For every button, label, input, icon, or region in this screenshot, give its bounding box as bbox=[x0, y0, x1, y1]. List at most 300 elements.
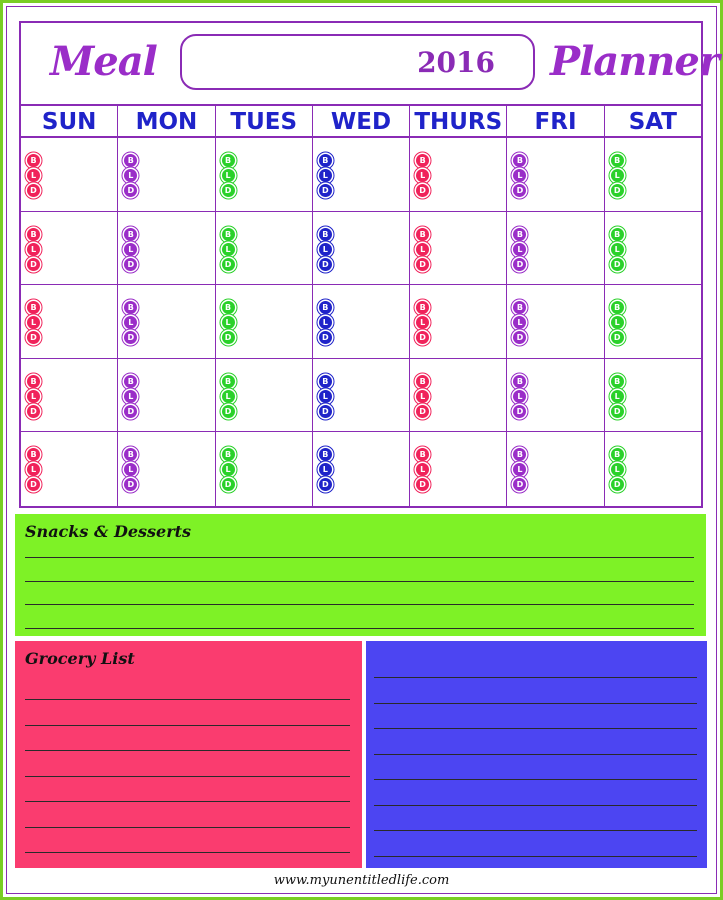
meal-letter: L bbox=[614, 391, 620, 401]
meal-markers bbox=[27, 301, 40, 344]
meal-letter: D bbox=[613, 406, 621, 416]
day-cell[interactable] bbox=[410, 359, 507, 432]
day-cell[interactable] bbox=[313, 359, 410, 432]
meal-marker-l bbox=[611, 463, 624, 476]
meal-letter: B bbox=[516, 450, 523, 460]
meal-letter: D bbox=[516, 406, 524, 416]
day-cell[interactable] bbox=[507, 138, 604, 211]
meal-markers bbox=[319, 375, 332, 418]
day-cell[interactable] bbox=[118, 285, 215, 358]
meal-letter: B bbox=[127, 376, 134, 386]
meal-letter: D bbox=[419, 406, 426, 416]
meal-letter: B bbox=[516, 156, 523, 165]
meal-marker-b bbox=[416, 154, 429, 167]
meal-letter: D bbox=[224, 186, 232, 195]
meal-marker-d bbox=[319, 405, 332, 418]
writing-line bbox=[25, 827, 350, 828]
meal-marker-l bbox=[222, 169, 235, 182]
day-cell[interactable] bbox=[410, 138, 507, 211]
day-cell[interactable] bbox=[605, 285, 701, 358]
writing-line bbox=[374, 754, 697, 755]
meal-letter: D bbox=[224, 480, 232, 490]
meal-letter: D bbox=[30, 480, 37, 490]
meal-marker-l bbox=[319, 463, 332, 476]
meal-letter: B bbox=[419, 303, 426, 313]
meal-letter: B bbox=[614, 229, 621, 239]
meal-letter: L bbox=[30, 244, 37, 254]
title-meal: Meal bbox=[50, 38, 157, 85]
meal-letter: L bbox=[225, 244, 231, 254]
meal-marker-l bbox=[27, 316, 40, 329]
meal-letter: L bbox=[225, 391, 231, 401]
meal-marker-b bbox=[319, 228, 332, 241]
day-cell[interactable] bbox=[605, 359, 701, 432]
meal-letter: L bbox=[517, 465, 523, 475]
meal-letter: L bbox=[420, 391, 426, 401]
meal-marker-d bbox=[319, 478, 332, 491]
meal-marker-b bbox=[222, 228, 235, 241]
meal-markers bbox=[611, 154, 624, 197]
week-row bbox=[21, 432, 701, 506]
meal-marker-b bbox=[319, 154, 332, 167]
meal-marker-d bbox=[416, 258, 429, 271]
meal-marker-b bbox=[319, 448, 332, 461]
day-cell[interactable] bbox=[605, 138, 701, 211]
week-row bbox=[21, 359, 701, 433]
meal-marker-l bbox=[513, 316, 526, 329]
meal-markers bbox=[513, 228, 526, 271]
meal-markers bbox=[319, 228, 332, 271]
day-tues: TUES bbox=[216, 106, 313, 136]
meal-letter: D bbox=[322, 259, 329, 269]
meal-marker-b bbox=[611, 301, 624, 314]
meal-marker-d bbox=[513, 184, 526, 197]
meal-markers bbox=[222, 154, 235, 197]
meal-markers bbox=[124, 301, 137, 344]
writing-line bbox=[25, 750, 350, 751]
meal-markers bbox=[513, 154, 526, 197]
meal-marker-l bbox=[416, 316, 429, 329]
meal-marker-d bbox=[222, 184, 235, 197]
meal-marker-d bbox=[319, 331, 332, 344]
meal-markers bbox=[513, 301, 526, 344]
meal-marker-d bbox=[124, 405, 137, 418]
meal-letter: B bbox=[419, 376, 426, 386]
meal-letter: B bbox=[516, 229, 523, 239]
meal-letter: D bbox=[30, 406, 37, 416]
day-sat: SAT bbox=[628, 109, 677, 135]
day-cell[interactable] bbox=[410, 285, 507, 358]
meal-markers bbox=[27, 228, 40, 271]
meal-letter: L bbox=[517, 318, 523, 328]
meal-letter: L bbox=[322, 244, 328, 254]
meal-letter: D bbox=[322, 186, 329, 195]
day-cell[interactable] bbox=[216, 285, 313, 358]
writing-line bbox=[374, 677, 697, 678]
meal-letter: L bbox=[30, 318, 37, 328]
writing-line bbox=[25, 801, 350, 802]
meal-letter: B bbox=[516, 376, 523, 386]
meal-marker-d bbox=[416, 478, 429, 491]
day-cell[interactable] bbox=[216, 432, 313, 506]
meal-marker-b bbox=[319, 301, 332, 314]
meal-marker-d bbox=[611, 405, 624, 418]
writing-line bbox=[25, 581, 694, 582]
day-cell[interactable] bbox=[507, 212, 604, 285]
meal-letter: B bbox=[30, 229, 37, 239]
meal-marker-b bbox=[513, 228, 526, 241]
meal-marker-l bbox=[124, 169, 137, 182]
meal-letter: D bbox=[613, 259, 621, 269]
meal-marker-b bbox=[27, 228, 40, 241]
meal-marker-b bbox=[611, 154, 624, 167]
meal-letter: L bbox=[225, 171, 231, 180]
meal-letter: B bbox=[127, 450, 134, 460]
meal-marker-b bbox=[416, 375, 429, 388]
meal-marker-l bbox=[416, 390, 429, 403]
meal-letter: B bbox=[614, 156, 621, 165]
meal-letter: D bbox=[30, 259, 37, 269]
week-row bbox=[21, 285, 701, 359]
meal-marker-b bbox=[222, 448, 235, 461]
meal-letter: B bbox=[30, 376, 37, 386]
meal-marker-l bbox=[611, 169, 624, 182]
meal-marker-d bbox=[124, 184, 137, 197]
title-planner: Planner bbox=[550, 38, 719, 85]
meal-letter: B bbox=[614, 376, 621, 386]
meal-letter: B bbox=[419, 450, 426, 460]
meal-letter: B bbox=[127, 156, 134, 165]
weeks-body bbox=[21, 138, 701, 506]
meal-markers bbox=[124, 228, 137, 271]
meal-letter: B bbox=[225, 376, 232, 386]
meal-letter: L bbox=[322, 391, 328, 401]
meal-marker-d bbox=[416, 405, 429, 418]
footer-url: www.myunentitledlife.com bbox=[273, 873, 450, 888]
meal-markers bbox=[319, 448, 332, 491]
meal-marker-l bbox=[222, 243, 235, 256]
week-row bbox=[21, 138, 701, 212]
day-cell[interactable] bbox=[21, 212, 118, 285]
meal-letter: B bbox=[322, 229, 329, 239]
meal-markers bbox=[319, 301, 332, 344]
meal-letter: D bbox=[224, 259, 232, 269]
meal-marker-b bbox=[416, 448, 429, 461]
day-cell[interactable] bbox=[216, 212, 313, 285]
meal-letter: D bbox=[613, 333, 621, 343]
meal-letter: L bbox=[614, 465, 620, 475]
meal-marker-l bbox=[513, 243, 526, 256]
day-cell[interactable] bbox=[118, 212, 215, 285]
meal-marker-b bbox=[124, 154, 137, 167]
meal-letter: L bbox=[128, 391, 134, 401]
meal-letter: L bbox=[420, 244, 426, 254]
meal-letter: L bbox=[517, 244, 523, 254]
meal-marker-d bbox=[27, 478, 40, 491]
meal-markers bbox=[611, 301, 624, 344]
snacks-panel[interactable] bbox=[15, 514, 706, 636]
meal-marker-b bbox=[611, 228, 624, 241]
meal-markers bbox=[319, 154, 332, 197]
meal-marker-d bbox=[416, 331, 429, 344]
meal-marker-d bbox=[222, 478, 235, 491]
day-thurs: THURS bbox=[410, 106, 507, 136]
meal-letter: L bbox=[225, 465, 231, 475]
meal-letter: L bbox=[128, 318, 134, 328]
meal-markers bbox=[416, 448, 429, 491]
day-cell[interactable] bbox=[118, 432, 215, 506]
meal-marker-l bbox=[27, 463, 40, 476]
meal-markers bbox=[513, 448, 526, 491]
day-cell[interactable] bbox=[507, 359, 604, 432]
meal-marker-l bbox=[416, 243, 429, 256]
day-cell[interactable] bbox=[410, 212, 507, 285]
meal-marker-d bbox=[513, 405, 526, 418]
day-fri: FRI bbox=[507, 106, 604, 136]
meal-marker-l bbox=[124, 316, 137, 329]
meal-marker-l bbox=[513, 463, 526, 476]
day-cell[interactable] bbox=[21, 432, 118, 506]
meal-letter: D bbox=[613, 186, 621, 195]
meal-marker-l bbox=[611, 243, 624, 256]
meal-marker-d bbox=[611, 184, 624, 197]
week-grid bbox=[19, 104, 703, 508]
meal-marker-d bbox=[222, 258, 235, 271]
meal-letter: D bbox=[516, 186, 524, 195]
day-cell[interactable] bbox=[507, 285, 604, 358]
meal-letter: D bbox=[224, 406, 232, 416]
meal-marker-l bbox=[222, 390, 235, 403]
day-cell[interactable] bbox=[21, 359, 118, 432]
meal-letter: D bbox=[419, 333, 426, 343]
meal-letter: D bbox=[127, 186, 135, 195]
meal-marker-l bbox=[222, 316, 235, 329]
meal-letter: D bbox=[127, 259, 135, 269]
writing-line bbox=[25, 699, 350, 700]
meal-marker-d bbox=[27, 331, 40, 344]
meal-marker-b bbox=[27, 154, 40, 167]
meal-letter: B bbox=[225, 450, 232, 460]
writing-line bbox=[374, 779, 697, 780]
day-cell[interactable] bbox=[118, 138, 215, 211]
meal-markers bbox=[416, 154, 429, 197]
day-wed: WED bbox=[313, 106, 410, 136]
meal-letter: B bbox=[225, 156, 232, 165]
meal-letter: D bbox=[30, 186, 37, 195]
meal-marker-d bbox=[611, 331, 624, 344]
day-cell[interactable] bbox=[313, 212, 410, 285]
meal-marker-b bbox=[513, 448, 526, 461]
day-cell[interactable] bbox=[216, 138, 313, 211]
meal-letter: L bbox=[517, 391, 523, 401]
meal-letter: B bbox=[127, 229, 134, 239]
meal-letter: D bbox=[419, 186, 426, 195]
meal-letter: D bbox=[516, 259, 524, 269]
meal-letter: B bbox=[322, 156, 329, 165]
writing-line bbox=[374, 805, 697, 806]
writing-line bbox=[374, 728, 697, 729]
writing-line bbox=[374, 830, 697, 831]
meal-letter: L bbox=[322, 318, 328, 328]
writing-line bbox=[25, 557, 694, 558]
meal-marker-b bbox=[124, 228, 137, 241]
meal-letter: D bbox=[322, 480, 329, 490]
meal-letter: L bbox=[614, 244, 620, 254]
meal-marker-l bbox=[27, 390, 40, 403]
meal-markers bbox=[124, 375, 137, 418]
meal-markers bbox=[27, 448, 40, 491]
day-mon: MON bbox=[118, 106, 215, 136]
meal-marker-b bbox=[611, 375, 624, 388]
meal-letter: D bbox=[127, 480, 135, 490]
writing-line bbox=[25, 604, 694, 605]
meal-letter: L bbox=[128, 171, 134, 180]
meal-letter: L bbox=[128, 465, 134, 475]
meal-letter: L bbox=[322, 171, 328, 180]
grocery-title: Grocery List bbox=[25, 649, 135, 668]
meal-letter: B bbox=[127, 303, 134, 313]
meal-markers bbox=[222, 375, 235, 418]
day-cell[interactable] bbox=[118, 359, 215, 432]
meal-letter: D bbox=[516, 480, 524, 490]
meal-markers bbox=[611, 375, 624, 418]
meal-marker-d bbox=[222, 331, 235, 344]
week-row bbox=[21, 212, 701, 286]
meal-marker-l bbox=[319, 316, 332, 329]
meal-letter: B bbox=[225, 229, 232, 239]
meal-marker-d bbox=[27, 258, 40, 271]
meal-marker-d bbox=[416, 184, 429, 197]
meal-marker-d bbox=[27, 184, 40, 197]
meal-letter: B bbox=[322, 303, 329, 313]
writing-line bbox=[374, 703, 697, 704]
meal-letter: B bbox=[614, 450, 621, 460]
meal-marker-b bbox=[124, 301, 137, 314]
meal-letter: D bbox=[613, 480, 621, 490]
meal-marker-b bbox=[611, 448, 624, 461]
meal-letter: L bbox=[614, 171, 620, 180]
meal-marker-l bbox=[124, 463, 137, 476]
day-cell[interactable] bbox=[410, 432, 507, 506]
writing-line bbox=[25, 852, 350, 853]
meal-marker-d bbox=[124, 258, 137, 271]
meal-marker-l bbox=[416, 463, 429, 476]
meal-letter: L bbox=[30, 171, 37, 180]
meal-markers bbox=[416, 228, 429, 271]
meal-letter: B bbox=[322, 450, 329, 460]
meal-letter: B bbox=[516, 303, 523, 313]
meal-marker-b bbox=[513, 154, 526, 167]
meal-letter: D bbox=[127, 333, 135, 343]
day-cell[interactable] bbox=[313, 285, 410, 358]
meal-marker-b bbox=[513, 301, 526, 314]
meal-marker-l bbox=[611, 390, 624, 403]
meal-marker-d bbox=[611, 478, 624, 491]
meal-markers bbox=[611, 228, 624, 271]
meal-marker-d bbox=[319, 258, 332, 271]
meal-marker-d bbox=[124, 331, 137, 344]
day-cell[interactable] bbox=[21, 138, 118, 211]
meal-marker-l bbox=[319, 390, 332, 403]
meal-marker-l bbox=[124, 243, 137, 256]
meal-letter: D bbox=[419, 480, 426, 490]
meal-marker-d bbox=[513, 478, 526, 491]
meal-marker-b bbox=[124, 448, 137, 461]
meal-letter: B bbox=[322, 376, 329, 386]
meal-letter: D bbox=[516, 333, 524, 343]
meal-markers bbox=[416, 301, 429, 344]
meal-marker-b bbox=[222, 375, 235, 388]
day-sun: SUN bbox=[21, 106, 118, 136]
day-cell[interactable] bbox=[21, 285, 118, 358]
day-cell[interactable] bbox=[313, 138, 410, 211]
meal-markers bbox=[416, 375, 429, 418]
day-cell[interactable] bbox=[605, 432, 701, 506]
meal-letter: L bbox=[517, 171, 523, 180]
meal-marker-d bbox=[513, 258, 526, 271]
meal-marker-b bbox=[222, 301, 235, 314]
meal-marker-d bbox=[513, 331, 526, 344]
meal-markers bbox=[222, 448, 235, 491]
meal-letter: D bbox=[127, 406, 135, 416]
day-header-row bbox=[21, 106, 701, 138]
meal-marker-b bbox=[222, 154, 235, 167]
meal-letter: L bbox=[614, 318, 620, 328]
meal-marker-b bbox=[416, 228, 429, 241]
meal-marker-b bbox=[416, 301, 429, 314]
meal-markers bbox=[222, 301, 235, 344]
month-field[interactable] bbox=[180, 34, 535, 90]
meal-marker-d bbox=[319, 184, 332, 197]
meal-marker-l bbox=[513, 390, 526, 403]
meal-letter: D bbox=[322, 333, 329, 343]
writing-line bbox=[25, 725, 350, 726]
meal-marker-b bbox=[513, 375, 526, 388]
day-cell[interactable] bbox=[507, 432, 604, 506]
meal-letter: D bbox=[224, 333, 232, 343]
day-cell[interactable] bbox=[605, 212, 701, 285]
notes-panel[interactable] bbox=[366, 641, 707, 868]
writing-line bbox=[25, 776, 350, 777]
meal-markers bbox=[27, 154, 40, 197]
meal-markers bbox=[513, 375, 526, 418]
meal-letter: B bbox=[419, 156, 426, 165]
meal-letter: L bbox=[420, 465, 426, 475]
meal-letter: L bbox=[30, 391, 37, 401]
meal-markers bbox=[222, 228, 235, 271]
year-label: 2016 bbox=[417, 46, 495, 79]
meal-marker-l bbox=[611, 316, 624, 329]
meal-marker-l bbox=[416, 169, 429, 182]
meal-markers bbox=[124, 448, 137, 491]
meal-letter: L bbox=[322, 465, 328, 475]
meal-marker-b bbox=[319, 375, 332, 388]
writing-line bbox=[374, 856, 697, 857]
meal-letter: L bbox=[128, 244, 134, 254]
writing-line bbox=[25, 628, 694, 629]
meal-markers bbox=[27, 375, 40, 418]
meal-letter: D bbox=[30, 333, 37, 343]
meal-marker-l bbox=[222, 463, 235, 476]
day-cell[interactable] bbox=[313, 432, 410, 506]
meal-markers bbox=[124, 154, 137, 197]
day-cell[interactable] bbox=[216, 359, 313, 432]
meal-letter: L bbox=[420, 318, 426, 328]
meal-markers bbox=[611, 448, 624, 491]
grocery-panel[interactable] bbox=[15, 641, 362, 868]
meal-letter: D bbox=[419, 259, 426, 269]
meal-letter: L bbox=[30, 465, 37, 475]
